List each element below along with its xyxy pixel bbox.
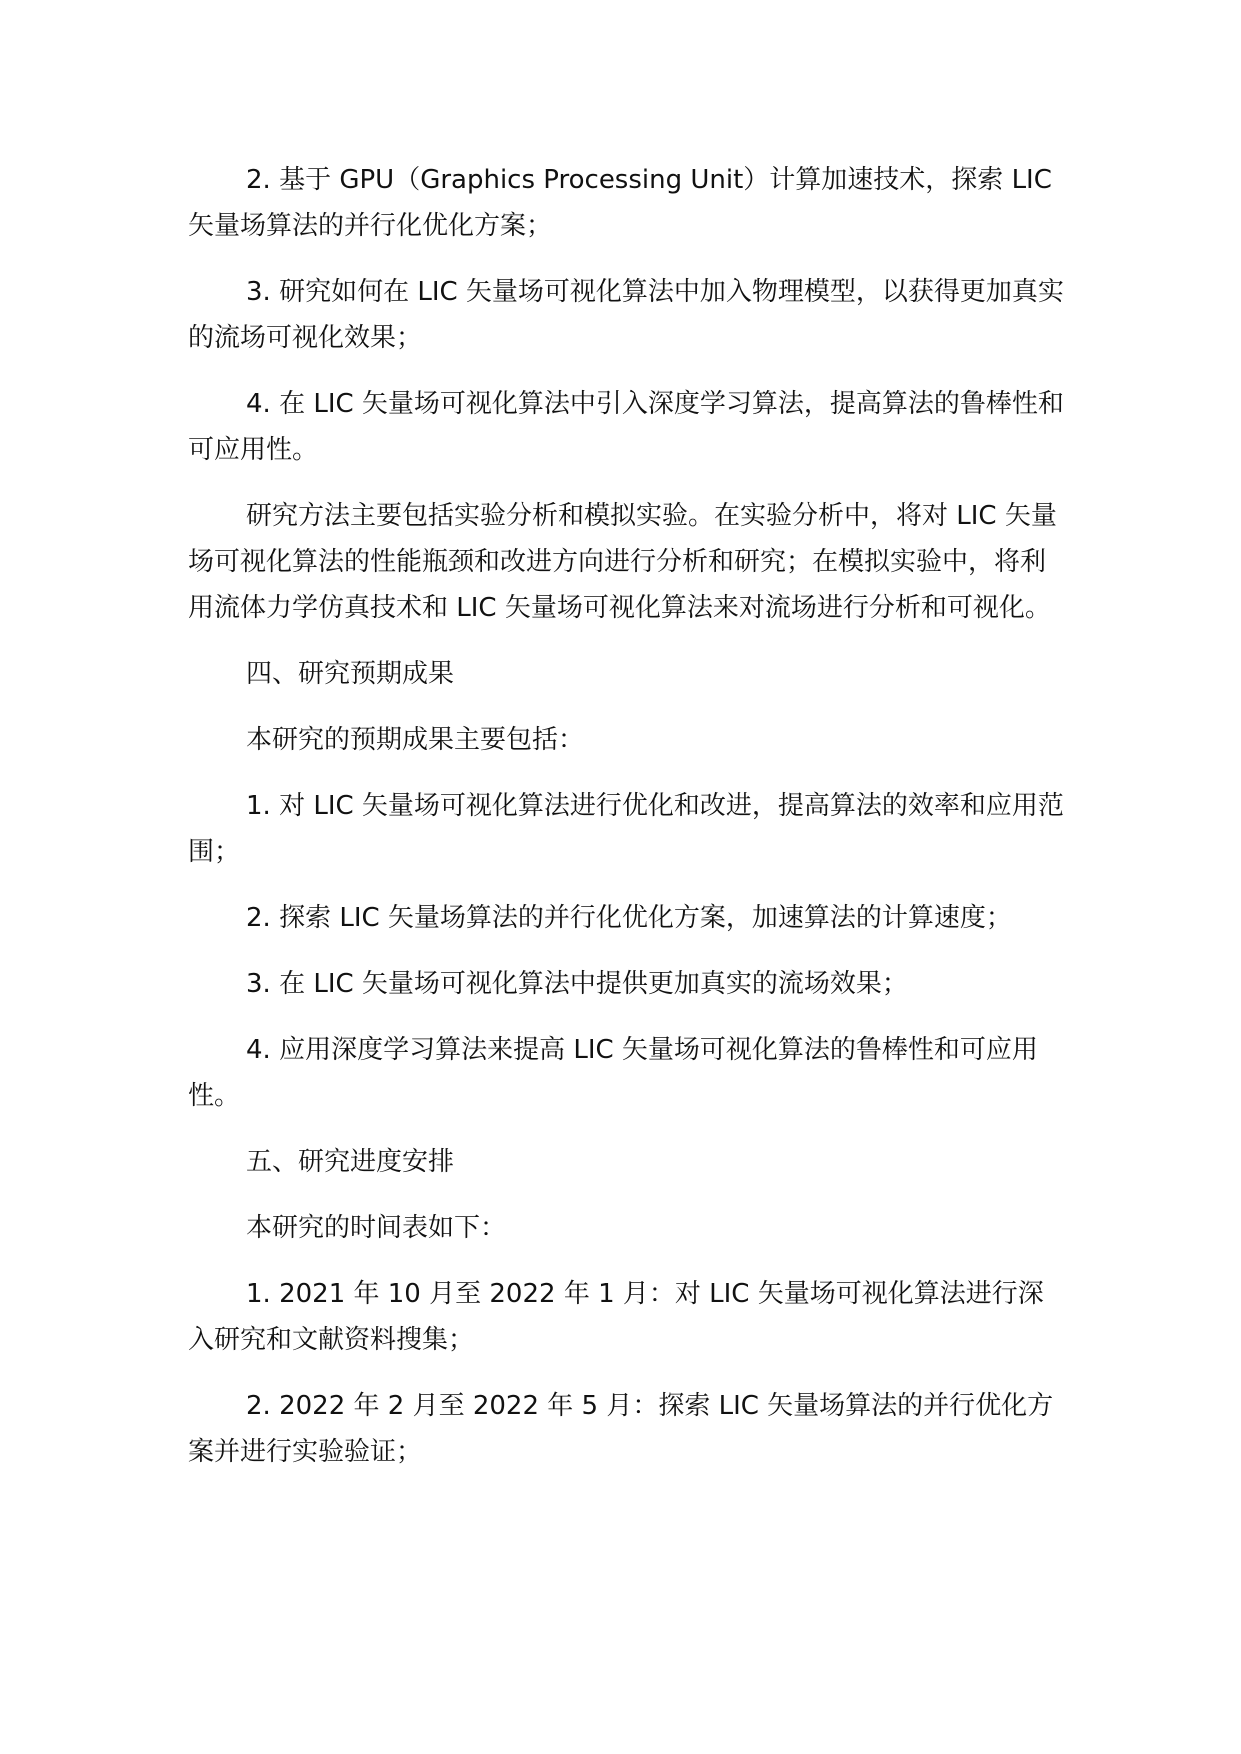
schedule-item-1: 1. 2021 年 10 月至 2022 年 1 月：对 LIC 矢量场可视化算法进行深入研究和文献资料搜集；	[188, 1279, 1044, 1355]
document-body	[188, 157, 1068, 1495]
result-item-deep-learning: 4. 应用深度学习算法来提高 LIC 矢量场可视化算法的鲁棒性和可应用性。	[188, 1035, 1038, 1111]
result-item-realistic-flow: 3. 在 LIC 矢量场可视化算法中提供更加真实的流场效果；	[246, 969, 908, 999]
schedule-intro: 本研究的时间表如下：	[246, 1213, 507, 1243]
section-heading-schedule: 五、研究进度安排	[246, 1147, 455, 1177]
result-item-parallel: 2. 探索 LIC 矢量场算法的并行化优化方案，加速算法的计算速度；	[246, 903, 1012, 933]
section-heading-expected-results: 四、研究预期成果	[246, 659, 455, 689]
research-methods-paragraph: 研究方法主要包括实验分析和模拟实验。在实验分析中，将对 LIC 矢量场可视化算法的性能瓶颈和改进方向进行分析和研究；在模拟实验中，将利用流体力学仿真技术和 LIC 矢量场可视化算法来对流场进行分析和可视化。	[188, 501, 1057, 623]
schedule-item-2: 2. 2022 年 2 月至 2022 年 5 月：探索 LIC 矢量场算法的并行优化方案并进行实验验证；	[188, 1391, 1054, 1467]
result-item-optimization: 1. 对 LIC 矢量场可视化算法进行优化和改进，提高算法的效率和应用范围；	[188, 791, 1064, 867]
list-item-gpu-parallel: 2. 基于 GPU（Graphics Processing Unit）计算加速技术，探索 LIC 矢量场算法的并行化优化方案；	[188, 165, 1052, 241]
expected-results-intro: 本研究的预期成果主要包括：	[246, 725, 585, 755]
list-item-physical-model: 3. 研究如何在 LIC 矢量场可视化算法中加入物理模型，以获得更加真实的流场可视化效果；	[188, 277, 1064, 353]
list-item-deep-learning: 4. 在 LIC 矢量场可视化算法中引入深度学习算法，提高算法的鲁棒性和可应用性。	[188, 389, 1064, 465]
